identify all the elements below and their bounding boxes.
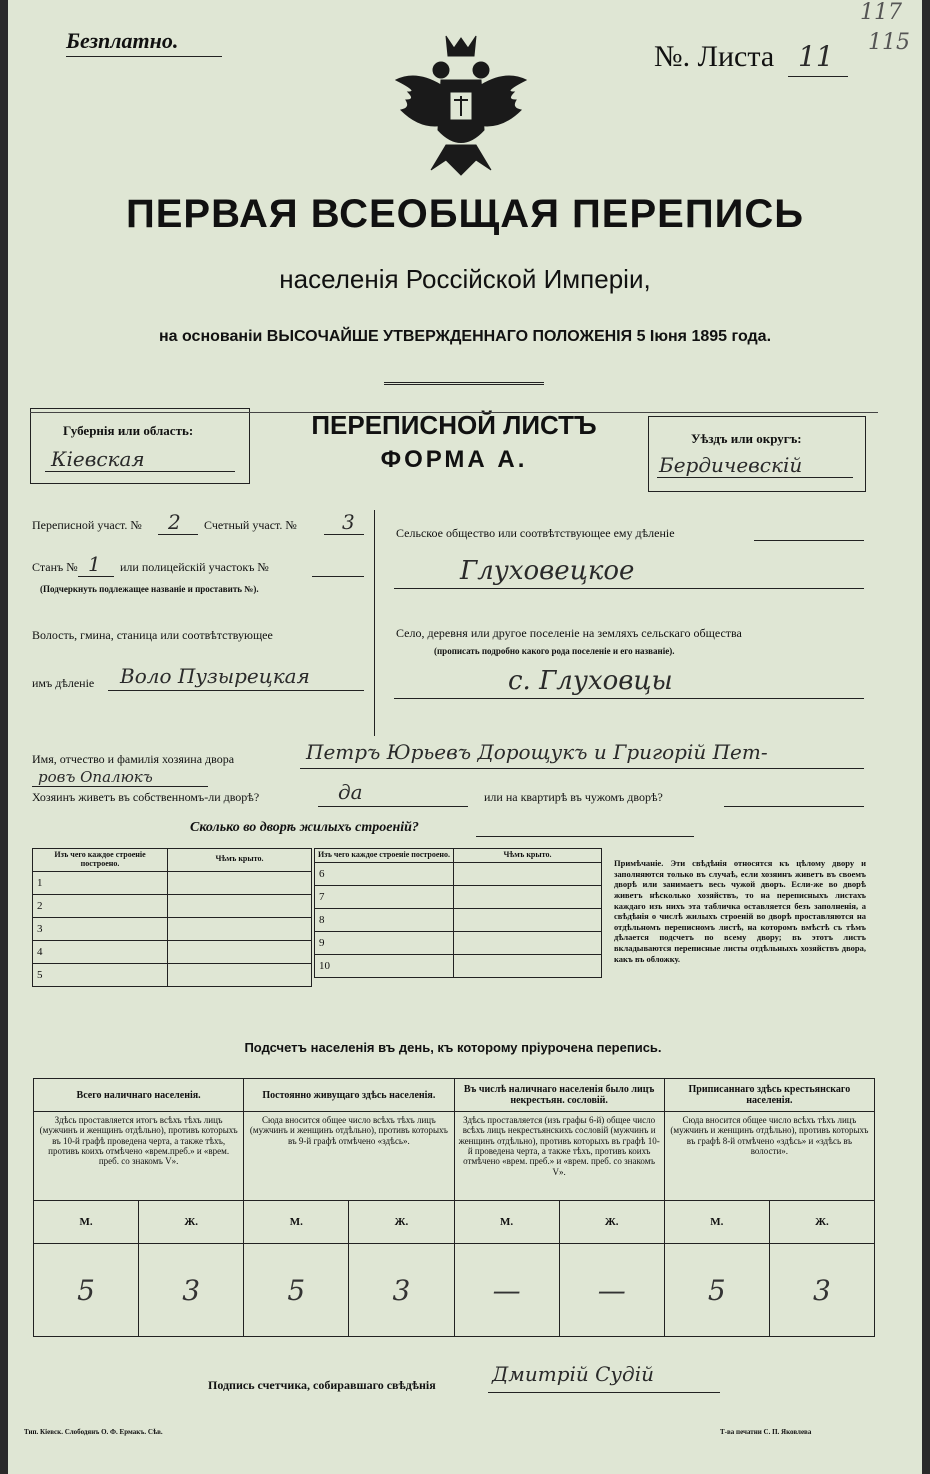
column-divider xyxy=(374,510,375,736)
buildings-table-left xyxy=(32,848,312,987)
male-header: М. xyxy=(244,1201,349,1244)
province-box xyxy=(30,408,250,484)
own-yard-value: да xyxy=(338,780,363,804)
roof-header: Чѣмъ крыто. xyxy=(168,849,312,872)
non-peasant-header: Въ числѣ наличнаго населенія было лицъ некрестьян. сословій. xyxy=(454,1079,664,1112)
signature-value: Дмитрій Судій xyxy=(492,1362,654,1386)
non-peasant-desc: Здѣсь проставляется (изъ графы 6-й) общее число всѣхъ лицъ некрестьянскихъ сословій (мужчинъ и женщинъ отдѣльно), противъ которыхъ въ графѣ 10-й проведена черта, а также тѣхъ, противъ коихъ отмѣчено «врем. преб.» и «врем. преб. со знакомъ V». xyxy=(454,1112,664,1201)
row-number: 3 xyxy=(33,917,168,940)
stan-value: 1 xyxy=(88,552,101,576)
total-male-value: 5 xyxy=(34,1244,139,1337)
table-row xyxy=(315,862,602,885)
sheet-number-label: №. Листа xyxy=(654,40,775,73)
table-row xyxy=(315,931,602,954)
table-row xyxy=(315,954,602,977)
form-label: ФОРМА А. xyxy=(380,446,528,473)
census-sheet xyxy=(8,0,922,1474)
stan-label: Станъ № xyxy=(32,560,78,574)
non-peasant-male-value: — xyxy=(454,1244,559,1337)
stan-note: (Подчеркнуть подлежащее названіе и проставить №). xyxy=(40,584,259,594)
roof-header: Чѣмъ крыто. xyxy=(454,849,602,863)
own-yard-label: Хозяинъ живетъ въ собственномъ-ли дворѣ? xyxy=(32,790,260,804)
community-value: Глуховецкое xyxy=(460,556,635,586)
permanent-desc: Сюда вносится общее число всѣхъ тѣхъ лицъ (мужчинъ и женщинъ отдѣльно), противъ которыхъ въ 9-й графѣ отмѣчено «здѣсь». xyxy=(244,1112,454,1201)
sheet-number-value: 11 xyxy=(798,40,834,73)
province-value: Кіевская xyxy=(51,447,145,471)
table-row xyxy=(33,940,312,963)
rented-label: или на квартирѣ въ чужомъ дворѣ? xyxy=(484,790,663,804)
archive-number-b: 115 xyxy=(868,30,910,55)
row-number: 1 xyxy=(33,871,168,894)
police-label: или полицейскій участокъ № xyxy=(120,560,269,574)
archive-number-a: 117 xyxy=(860,0,902,25)
uezd-value: Бердичевскій xyxy=(659,453,803,477)
non-peasant-female-value: — xyxy=(559,1244,664,1337)
registered-male-value: 5 xyxy=(664,1244,769,1337)
owner-value: Петръ Юрьевъ Дорощукъ и Григорій Пет- xyxy=(306,740,768,764)
count-title: Подсчетъ населенія въ день, къ которому пріурочена перепись. xyxy=(244,1040,662,1055)
volost-value: Воло Пузырецкая xyxy=(120,664,310,688)
female-header: Ж. xyxy=(139,1201,244,1244)
volost-label: Волость, гмина, станица или соотвѣтствующее xyxy=(32,628,273,642)
village-label: Село, деревня или другое поселеніе на земляхъ сельскаго общества xyxy=(396,626,742,640)
uezd-label: Уѣздъ или округъ: xyxy=(691,431,802,446)
row-number: 5 xyxy=(33,963,168,986)
table-row xyxy=(33,894,312,917)
row-number: 9 xyxy=(315,931,454,954)
footer-printer-right: Т-ва печатни С. П. Яковлева xyxy=(720,1428,812,1436)
double-headed-eagle-emblem xyxy=(386,30,536,180)
village-note: (прописать подробно какого рода поселеніе и его названіе). xyxy=(434,646,675,656)
free-label: Безплатно. xyxy=(66,28,179,53)
volost-label-2: имъ дѣленіе xyxy=(32,676,95,690)
material-header: Изъ чего каждое строеніе построено. xyxy=(33,849,168,872)
row-number: 4 xyxy=(33,940,168,963)
permanent-male-value: 5 xyxy=(244,1244,349,1337)
village-value: с. Глуховцы xyxy=(508,666,673,696)
row-number: 6 xyxy=(315,862,454,885)
community-label: Сельское общество или соотвѣтствующее ему дѣленіе xyxy=(396,526,675,540)
owner-value-2: ровъ Опалюкъ xyxy=(38,768,153,786)
row-number: 8 xyxy=(315,908,454,931)
census-section-value: 2 xyxy=(168,510,181,534)
female-header: Ж. xyxy=(769,1201,874,1244)
census-section-label: Переписной участ. № xyxy=(32,518,142,532)
ornament-divider xyxy=(384,382,544,385)
table-row xyxy=(315,885,602,908)
census-subtitle: населенія Россійской Имперіи, xyxy=(279,264,651,294)
footer-printer-left: Тип. Кіевск. Слободянъ О. Ф. Ермакъ. Сѣв. xyxy=(24,1428,163,1436)
table-row xyxy=(33,963,312,986)
row-number: 2 xyxy=(33,894,168,917)
female-header: Ж. xyxy=(349,1201,454,1244)
buildings-question: Сколько во дворѣ жилыхъ строеній? xyxy=(190,820,419,835)
female-header: Ж. xyxy=(559,1201,664,1244)
registered-peasant-header: Приписаннаго здѣсь крестьянскаго населенія. xyxy=(664,1079,874,1112)
table-row xyxy=(315,908,602,931)
sheet-title: ПЕРЕПИСНОЙ ЛИСТЪ xyxy=(311,410,597,440)
row-number: 7 xyxy=(315,885,454,908)
census-title: ПЕРВАЯ ВСЕОБЩАЯ ПЕРЕПИСЬ xyxy=(126,192,804,236)
total-present-header: Всего наличнаго населенія. xyxy=(34,1079,244,1112)
male-header: М. xyxy=(454,1201,559,1244)
permanent-header: Постоянно живущаго здѣсь населенія. xyxy=(244,1079,454,1112)
count-section-label: Счетный участ. № xyxy=(204,518,297,532)
male-header: М. xyxy=(664,1201,769,1244)
owner-label: Имя, отчество и фамилія хозяина двора xyxy=(32,752,235,766)
population-count-table xyxy=(33,1078,875,1337)
remark-note: Примѣчаніе. Эти свѣдѣнія относятся къ цѣлому двору и заполняются только въ случаѣ, если хозяинъ живетъ въ своемъ дворѣ или занимаетъ весь чужой дворъ. Если-же во дворѣ живетъ нѣсколько хозяйствъ, то на переписныхъ листахъ каждаго изъ нихъ эта табличка оставляется безъ заполненія, а свѣдѣнія о числѣ жилыхъ строеній во дворѣ проставляются на отдѣльномъ переписномъ листѣ, на которомъ вмѣстѣ съ тѣмъ дѣлается подсчетъ по всему двору; въ этотъ листъ вкладываются переписные листы отдѣльныхъ хозяйствъ двора, какъ въ обложку. xyxy=(614,858,866,964)
total-female-value: 3 xyxy=(139,1244,244,1337)
count-section-value: 3 xyxy=(342,510,355,534)
total-present-desc: Здѣсь проставляется итогъ всѣхъ тѣхъ лицъ (мужчинъ и женщинъ отдѣльно), противъ которыхъ въ 10-й графѣ проведена черта, а также тѣхъ, противъ коихъ отмѣчено «врем.преб.» и «врем. преб. со знакомъ V». xyxy=(34,1112,244,1201)
permanent-female-value: 3 xyxy=(349,1244,454,1337)
table-row xyxy=(33,917,312,940)
province-label: Губернія или область: xyxy=(63,423,194,438)
registered-peasant-desc: Сюда вносится общее число всѣхъ тѣхъ лицъ (мужчинъ и женщинъ отдѣльно), противъ которыхъ въ графѣ 8-й отмѣчено «здѣсь» и «здѣсь въ волости». xyxy=(664,1112,874,1201)
signature-label: Подпись счетчика, собиравшаго свѣдѣнія xyxy=(208,1378,436,1392)
male-header: М. xyxy=(34,1201,139,1244)
row-number: 10 xyxy=(315,954,454,977)
decree-basis: на основаніи ВЫСОЧАЙШЕ УТВЕРЖДЕННАГО ПОЛОЖЕНІЯ 5 Іюня 1895 года. xyxy=(158,328,772,345)
material-header: Изъ чего каждое строеніе построено. xyxy=(315,849,454,863)
table-row xyxy=(33,871,312,894)
buildings-table-right xyxy=(314,848,602,978)
registered-female-value: 3 xyxy=(769,1244,874,1337)
uezd-box xyxy=(648,416,866,492)
